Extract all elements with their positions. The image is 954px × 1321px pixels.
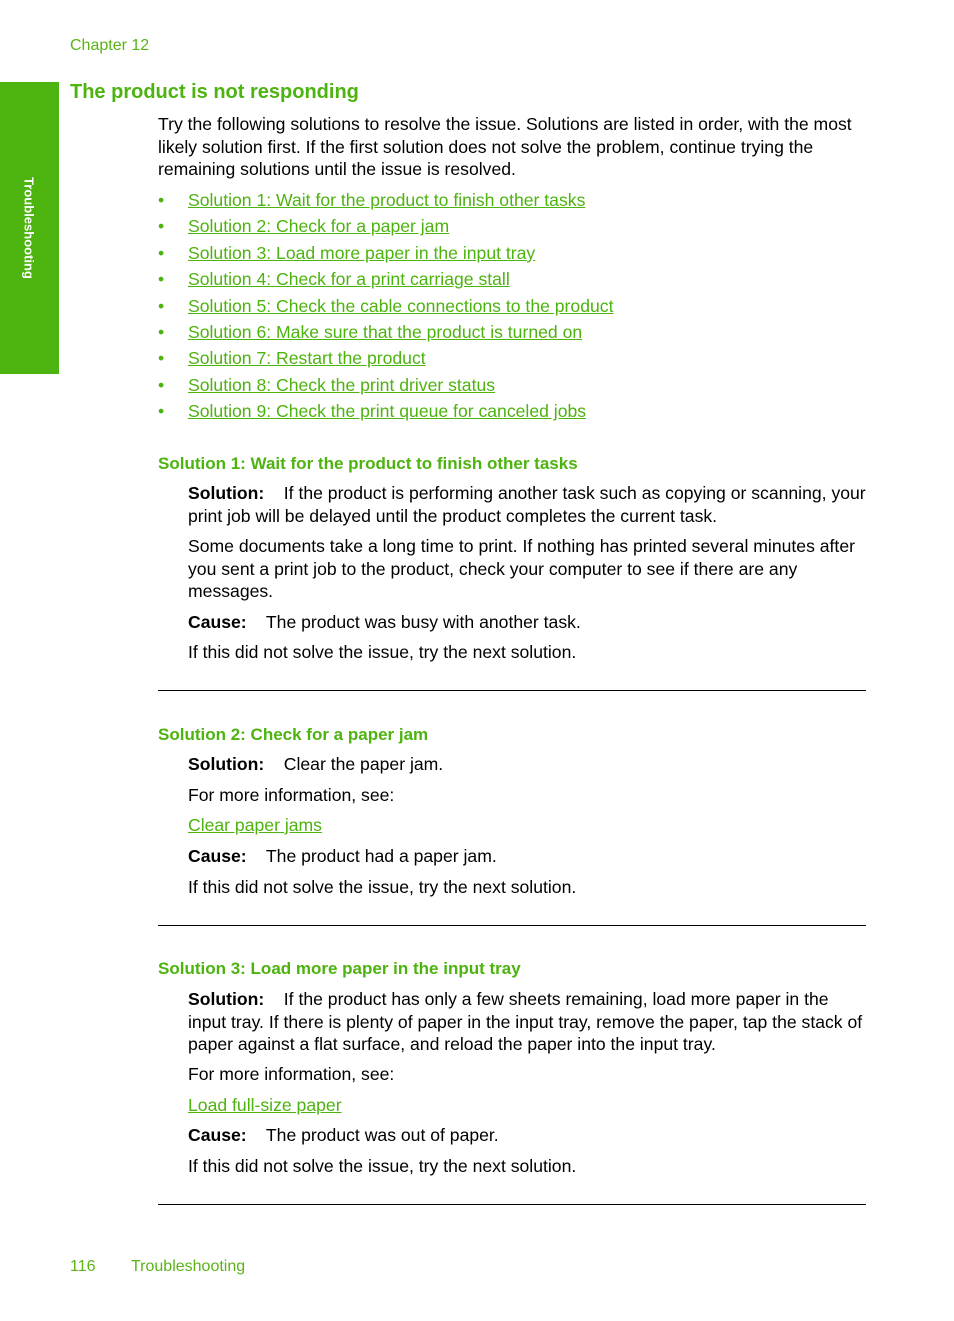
solution-label: Solution: — [188, 483, 265, 503]
solution-2-next: If this did not solve the issue, try the next solution. — [188, 877, 577, 897]
cause-body: The product was out of paper. — [265, 1125, 499, 1145]
bullet: • — [158, 295, 165, 316]
toc-link-solution-9[interactable]: Solution 9: Check the print queue for canceled jobs — [188, 401, 587, 422]
solution-2-cause — [188, 845, 870, 868]
side-tab — [0, 82, 59, 374]
cause-body: The product was busy with another task. — [265, 612, 581, 632]
solution-1-cause — [188, 611, 870, 634]
toc-link-solution-3[interactable]: Solution 3: Load more paper in the input tray — [188, 242, 536, 263]
toc-link-solution-6[interactable]: Solution 6: Make sure that the product is turned on — [188, 321, 583, 342]
list-item — [158, 242, 613, 268]
list-item — [158, 321, 613, 347]
solution-2-text — [188, 753, 870, 776]
list-item — [158, 347, 613, 373]
solution-2-more: For more information, see: — [188, 785, 395, 805]
cause-body: The product had a paper jam. — [265, 846, 497, 866]
intro-paragraph: Try the following solutions to resolve the issue. Solutions are listed in order, with the most likely solution first. If the first solution does not solve the problem, continue trying the remaining solutions until the issue is resolved. — [158, 114, 852, 179]
list-item — [158, 374, 613, 400]
bullet: • — [158, 242, 165, 263]
divider — [158, 925, 866, 926]
solution-3-next: If this did not solve the issue, try the next solution. — [188, 1156, 577, 1176]
solution-3-text — [188, 988, 870, 1056]
toc-link-solution-8[interactable]: Solution 8: Check the print driver status — [188, 374, 496, 395]
solution-label: Solution: — [188, 754, 265, 774]
bullet: • — [158, 190, 165, 210]
divider — [158, 690, 866, 691]
toc-link-solution-2[interactable]: Solution 2: Check for a paper jam — [188, 216, 450, 237]
list-item — [158, 268, 613, 294]
bullet: • — [158, 374, 165, 395]
solution-list — [158, 189, 613, 427]
solution-label: Solution: — [188, 989, 265, 1009]
bullet: • — [158, 348, 165, 369]
footer-section: Troubleshooting — [131, 1258, 246, 1275]
bullet: • — [158, 321, 165, 342]
solution-1-next: If this did not solve the issue, try the next solution. — [188, 642, 577, 662]
side-tab-label: Troubleshooting — [21, 177, 37, 279]
toc-link-solution-1[interactable]: Solution 1: Wait for the product to finish other tasks — [188, 190, 586, 210]
list-item — [158, 400, 613, 426]
list-item — [158, 215, 613, 241]
link-clear-paper-jams[interactable]: Clear paper jams — [188, 815, 322, 835]
toc-link-solution-4[interactable]: Solution 4: Check for a print carriage stall — [188, 269, 510, 290]
solution-2-link-wrap — [188, 814, 870, 837]
bullet: • — [158, 269, 165, 290]
solution-2-heading: Solution 2: Check for a paper jam — [158, 725, 429, 744]
solution-body: If the product is performing another task such as copying or scanning, your print job will be delayed until the product completes the current task. — [188, 483, 866, 526]
bullet: • — [158, 401, 165, 422]
bullet: • — [158, 216, 165, 237]
toc-link-solution-5[interactable]: Solution 5: Check the cable connections to the product — [188, 295, 614, 316]
solution-3-more: For more information, see: — [188, 1064, 395, 1084]
divider — [158, 1204, 866, 1205]
solution-1-paragraph: Some documents take a long time to print. If nothing has printed several minutes after you sent a print job to the product, check your computer to see if there are any messages. — [188, 536, 855, 601]
solution-body: Clear the paper jam. — [283, 754, 444, 774]
solution-1-heading: Solution 1: Wait for the product to finish other tasks — [158, 454, 578, 473]
solution-body: If the product has only a few sheets remaining, load more paper in the input tray. If there is plenty of paper in the input tray, remove the paper, tap the stack of paper against a flat surface, and reload the paper into the input tray. — [188, 989, 863, 1054]
solution-1-text — [188, 482, 870, 527]
section-title: The product is not responding — [70, 81, 359, 103]
cause-label: Cause: — [188, 612, 247, 632]
toc-link-solution-7[interactable]: Solution 7: Restart the product — [188, 348, 426, 369]
cause-label: Cause: — [188, 1125, 247, 1145]
list-item — [158, 295, 613, 321]
solution-3-heading: Solution 3: Load more paper in the input tray — [158, 959, 521, 978]
chapter-label: Chapter 12 — [70, 37, 150, 54]
link-load-full-size-paper[interactable]: Load full-size paper — [188, 1095, 342, 1115]
list-item — [158, 189, 613, 215]
solution-3-link-wrap — [188, 1094, 870, 1117]
cause-label: Cause: — [188, 846, 247, 866]
solution-3-cause — [188, 1124, 870, 1147]
page-number: 116 — [70, 1258, 96, 1275]
